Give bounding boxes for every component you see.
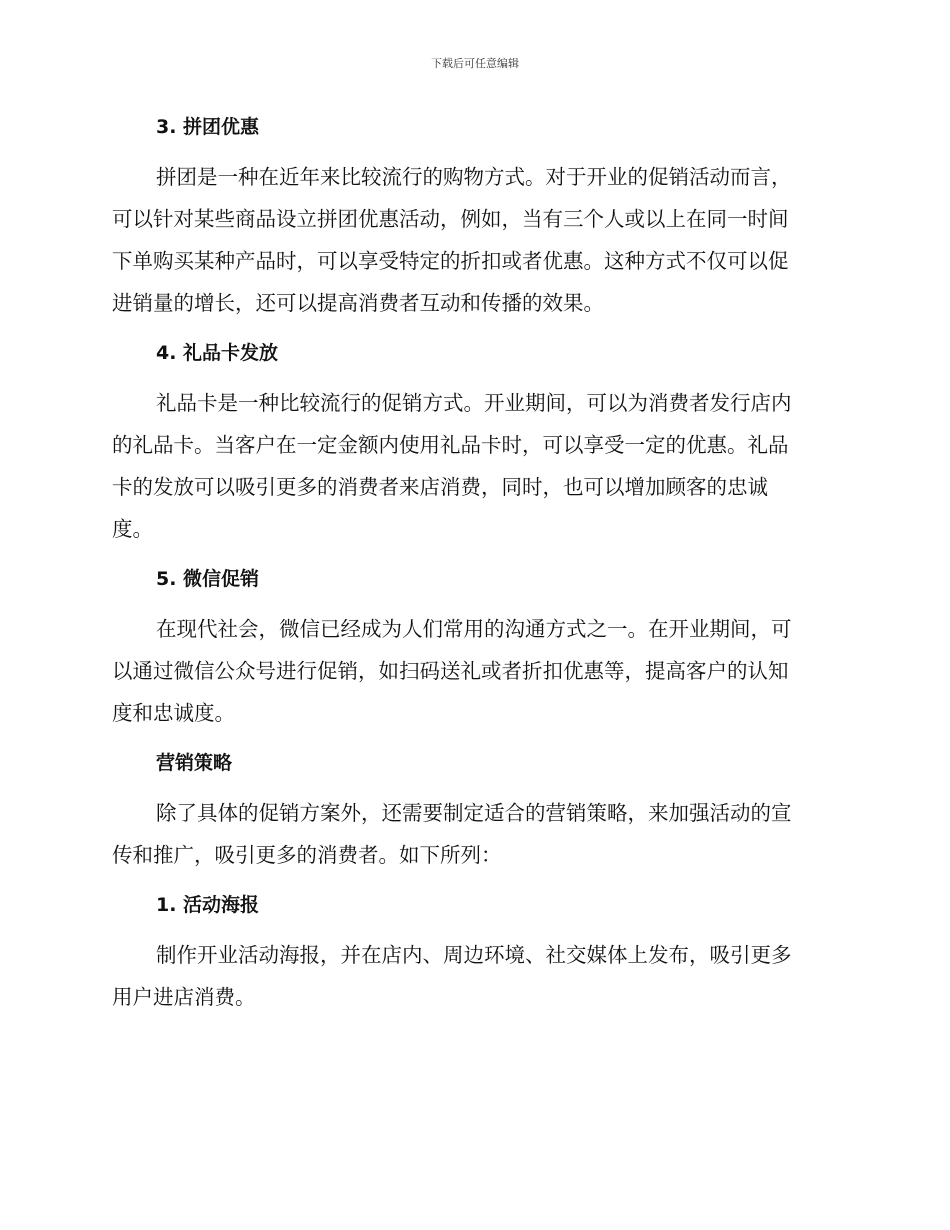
paragraph-line: 度。 [112, 517, 153, 541]
section-paragraph-poster [112, 934, 830, 1018]
section-heading-wechat: 5. 微信促销 [156, 568, 260, 590]
paragraph-line: 制作开业活动海报，并在店内、周边环境、社交媒体上发布，吸引更多 [156, 943, 792, 967]
paragraph-line: 拼团是一种在近年来比较流行的购物方式。对于开业的促销活动而言， [156, 165, 792, 189]
section-paragraph-group-buy [112, 156, 830, 324]
section-heading-gift-card: 4. 礼品卡发放 [156, 342, 279, 364]
paragraph-line: 以通过微信公众号进行促销，如扫码送礼或者折扣优惠等，提高客户的认知 [112, 659, 789, 683]
paragraph-line: 的礼品卡。当客户在一定金额内使用礼品卡时，可以享受一定的优惠。礼品 [112, 433, 789, 457]
document-body [112, 106, 830, 1026]
section-paragraph-wechat [112, 608, 830, 734]
paragraph-line: 卡的发放可以吸引更多的消费者来店消费，同时，也可以增加顾客的忠诚 [112, 475, 768, 499]
paragraph-line: 进销量的增长，还可以提高消费者互动和传播的效果。 [112, 291, 604, 315]
paragraph-line: 除了具体的促销方案外，还需要制定适合的营销策略，来加强活动的宣 [156, 801, 792, 825]
section-paragraph-marketing-strategy [112, 792, 830, 876]
paragraph-line: 用户进店消费。 [112, 985, 256, 1009]
paragraph-line: 可以针对某些商品设立拼团优惠活动，例如，当有三个人或以上在同一时间 [112, 207, 789, 231]
paragraph-line: 在现代社会，微信已经成为人们常用的沟通方式之一。在开业期间，可 [156, 617, 792, 641]
paragraph-line: 礼品卡是一种比较流行的促销方式。开业期间，可以为消费者发行店内 [156, 391, 792, 415]
header-note: 下载后可任意编辑 [431, 57, 519, 70]
paragraph-line: 传和推广，吸引更多的消费者。如下所列： [112, 843, 502, 867]
paragraph-line: 度和忠诚度。 [112, 701, 235, 725]
section-heading-marketing-strategy: 营销策略 [156, 752, 233, 774]
paragraph-line: 下单购买某种产品时，可以享受特定的折扣或者优惠。这种方式不仅可以促 [112, 249, 789, 273]
section-heading-group-buy: 3. 拼团优惠 [156, 116, 260, 138]
section-paragraph-gift-card [112, 382, 830, 550]
section-heading-poster: 1. 活动海报 [156, 894, 260, 916]
